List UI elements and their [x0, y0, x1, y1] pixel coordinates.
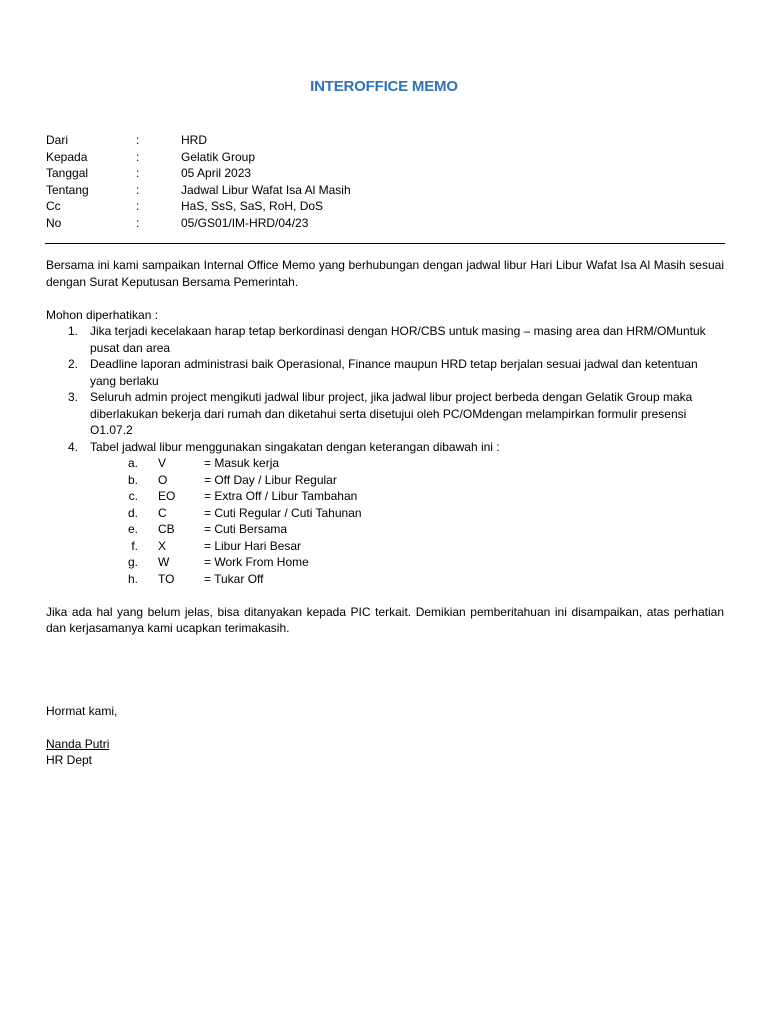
abbreviation-row — [90, 455, 724, 472]
list-number: 2. — [68, 357, 79, 371]
header-value: 05 April 2023 — [181, 166, 252, 180]
header-divider — [45, 243, 725, 244]
header-row-to — [46, 149, 351, 166]
abbr-code: CB — [158, 522, 175, 536]
closing-paragraph: Jika ada hal yang belum jelas, bisa ditanyakan kepada PIC terkait. Demikian pemberitahuan ini disampaikan, atas perhatian dan kerjasamanya kami ucapkan terimakasih. — [46, 604, 724, 635]
header-label: Dari — [46, 133, 69, 147]
abbreviation-row — [90, 521, 724, 538]
abbreviation-row — [90, 505, 724, 522]
abbr-letter: h. — [127, 571, 138, 586]
intro-paragraph: Bersama ini kami sampaikan Internal Office Memo yang berhubungan dengan jadwal libur Hari Libur Wafat Isa Al Masih sesuai dengan Surat Keputusan Bersama Pemerintah. — [46, 258, 724, 289]
abbr-code: X — [158, 538, 167, 553]
abbr-desc: = Off Day / Libur Regular — [204, 472, 337, 487]
abbr-desc: = Work From Home — [204, 555, 309, 569]
header-colon: : — [136, 149, 140, 164]
list-text: Deadline laporan administrasi baik Operasional, Finance maupun HRD tetap berjalan sesuai jadwal dan ketentuan yang berlaku — [90, 357, 698, 388]
list-item — [46, 323, 724, 356]
abbr-code: EO — [158, 489, 176, 503]
header-row-date — [46, 165, 351, 182]
header-colon: : — [136, 133, 140, 147]
abbreviation-list — [90, 455, 724, 587]
header-value: Gelatik Group — [181, 149, 256, 164]
regards-line: Hormat kami, — [46, 703, 118, 718]
header-colon: : — [136, 166, 140, 180]
signer-department: HR Dept — [46, 753, 93, 767]
list-text: Seluruh admin project mengikuti jadwal libur project, jika jadwal libur project berbeda dengan Gelatik Group maka diberlakukan bekerja dari rumah dan diketahui serta disetujui oleh PC/OMdengan melampirkan formulir presensi O1.07.2 — [90, 390, 693, 437]
abbr-letter: b. — [127, 472, 138, 487]
header-label: No — [46, 215, 62, 230]
abbreviation-row — [90, 571, 724, 588]
memo-title: INTEROFFICE MEMO — [310, 78, 458, 95]
header-value: 05/GS01/IM-HRD/04/23 — [181, 215, 309, 230]
header-value: HaS, SsS, SaS, RoH, DoS — [181, 199, 324, 213]
abbr-desc: = Tukar Off — [204, 571, 264, 586]
header-colon: : — [136, 215, 140, 230]
abbr-code: V — [158, 456, 167, 470]
abbr-letter: c. — [128, 489, 138, 503]
signer-name: Nanda Putri — [46, 736, 110, 751]
abbr-code: O — [158, 472, 168, 487]
list-item — [46, 439, 724, 588]
abbr-desc: = Masuk kerja — [204, 456, 280, 470]
abbr-code: TO — [158, 571, 175, 586]
list-number: 4. — [68, 439, 79, 454]
list-item — [46, 356, 724, 389]
abbreviation-row — [90, 538, 724, 555]
header-label: Tanggal — [46, 166, 89, 180]
abbreviation-row — [90, 472, 724, 489]
header-label: Cc — [46, 199, 61, 213]
abbr-letter: g. — [127, 555, 138, 569]
header-label: Kepada — [46, 149, 88, 164]
abbr-code: C — [158, 505, 167, 520]
abbr-desc: = Extra Off / Libur Tambahan — [204, 489, 358, 503]
header-row-from — [46, 132, 351, 149]
list-text: Tabel jadwal libur menggunakan singakatan dengan keterangan dibawah ini : — [90, 439, 500, 454]
header-row-number — [46, 215, 351, 232]
memo-header-table — [46, 132, 351, 231]
abbr-desc: = Cuti Bersama — [204, 522, 288, 536]
abbr-code: W — [158, 555, 170, 569]
header-value: HRD — [181, 133, 207, 147]
abbr-letter: f. — [131, 538, 138, 553]
memo-body — [46, 257, 724, 769]
header-label: Tentang — [46, 182, 89, 197]
header-colon: : — [136, 182, 140, 197]
abbr-letter: a. — [127, 456, 138, 470]
list-number: 1. — [68, 324, 79, 338]
header-colon: : — [136, 199, 140, 213]
list-item — [46, 389, 724, 439]
abbr-letter: e. — [127, 522, 138, 536]
abbreviation-row — [90, 488, 724, 505]
header-row-cc — [46, 198, 351, 215]
list-text: Jika terjadi kecelakaan harap tetap berkordinasi dengan HOR/CBS untuk masing – masing area dan HRM/OMuntuk pusat dan area — [90, 324, 706, 355]
header-row-subject — [46, 182, 351, 199]
abbr-desc: = Cuti Regular / Cuti Tahunan — [204, 505, 362, 520]
attention-line: Mohon diperhatikan : — [46, 307, 159, 322]
abbr-letter: d. — [127, 505, 138, 520]
abbr-desc: = Libur Hari Besar — [204, 538, 302, 553]
abbreviation-row — [90, 554, 724, 571]
header-value: Jadwal Libur Wafat Isa Al Masih — [181, 182, 351, 197]
list-number: 3. — [68, 390, 79, 404]
points-list — [46, 323, 724, 587]
